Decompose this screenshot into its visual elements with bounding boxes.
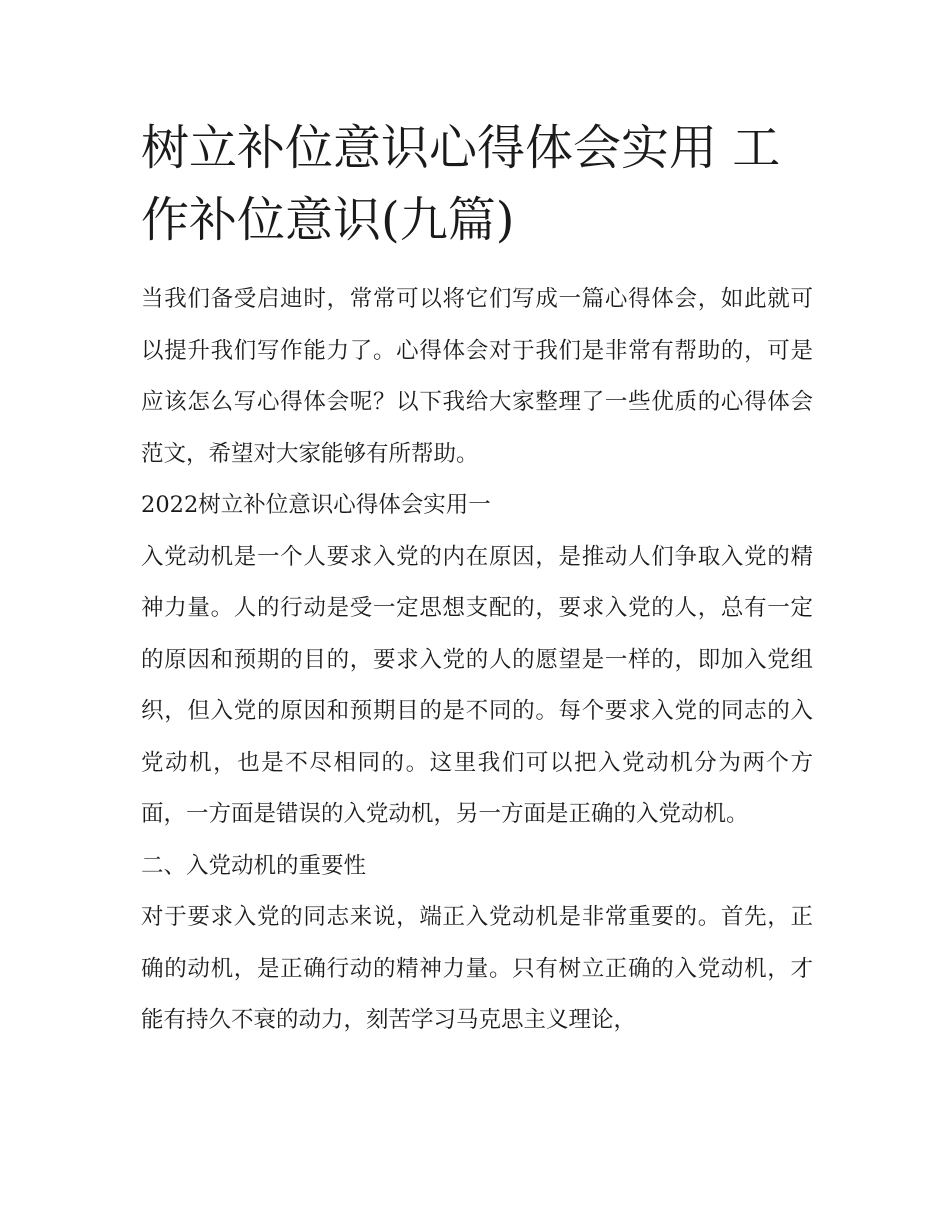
document-body: [141, 274, 813, 1047]
body-paragraph: 入党动机是一个人要求入党的内在原因，是推动人们争取入党的精神力量。人的行动是受一定思想支配的，要求入党的人，总有一定的原因和预期的目的，要求入党的人的愿望是一样的，即加入党组织，但入党的原因和预期目的是不同的。每个要求入党的同志的入党动机，也是不尽相同的。这里我们可以把入党动机分为两个方面，一方面是错误的入党动机，另一方面是正确的入党动机。: [141, 543, 813, 827]
section-heading: 2022树立补位意识心得体会实用一: [141, 492, 491, 518]
document-title: 树立补位意识心得体会实用 工作补位意识(九篇): [141, 120, 781, 248]
body-paragraph: 对于要求入党的同志来说，端正入党动机是非常重要的。首先，正确的动机，是正确行动的精神力量。只有树立正确的入党动机，才能有持久不衰的动力，刻苦学习马克思主义理论，: [141, 904, 813, 1033]
document-content: [141, 112, 813, 1047]
section-subheading: 二、入党动机的重要性: [141, 852, 367, 879]
intro-paragraph: 当我们备受启迪时，常常可以将它们写成一篇心得体会，如此就可以提升我们写作能力了。心得体会对于我们是非常有帮助的，可是应该怎么写心得体会呢？以下我给大家整理了一些优质的心得体会范文，希望对大家能够有所帮助。: [141, 286, 813, 467]
